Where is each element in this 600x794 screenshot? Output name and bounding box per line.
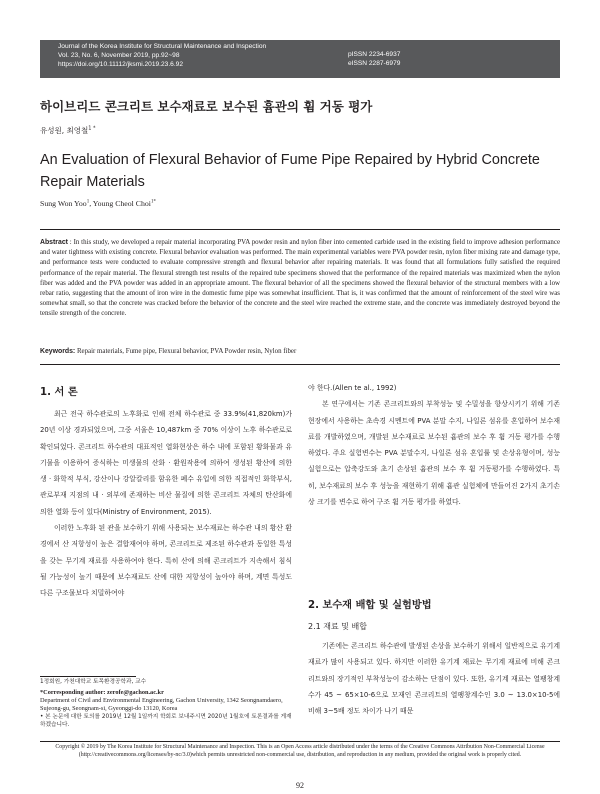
page-number: 92 <box>296 781 304 790</box>
english-authors <box>40 199 156 208</box>
subsection-2-1-heading: 2.1 재료 및 배합 <box>308 622 367 631</box>
abstract-bottom-rule <box>40 364 560 365</box>
doi-link[interactable]: https://doi.org/10.11112/jksmi.2019.23.6.92 <box>58 60 183 68</box>
copyright-rule <box>40 741 560 742</box>
footnote-affiliation: 1정회원, 가천대학교 토목환경공학과, 교수 <box>40 679 147 685</box>
journal-name: Journal of the Korea Institute for Structural Maintenance and Inspection <box>58 43 267 50</box>
abstract-text: : In this study, we developed a repair material incorporating PVA powder resin and nylon fiber into cemented carbide used in the existing field to improve adhesion performance and water tightness with existing concrete. Flexural behavior evaluation was performed. The main experimental variables were PVA powder resin, nylon fiber mixing rate and damage type, and performance tests were conducted to evaluate compressive strength and flexural behavior after repairing materials. It was found that all formulations fully satisfied the required performance of the repair material. The flexural strength test results of the repaired tube specimens showed that the performance of the repaired materials was maximized when the nylon fiber was added and the PVA powder was added in an appropriate amount. The flexural behavior of all the specimens showed the flexural behavior of the structural members with a low rebar ratio, suggesting that the amount of iron wire in the domestic fume pipe was somewhat insufficient. That is, it was confirmed that the amount of reinforcement of the steel wire was somewhat small, so that the concrete was cracked before the behavior of the concrete and the steel wire reached the extreme state, and the concrete was immediately destroyed beyond the tensile strength of the concrete. <box>40 239 560 318</box>
paragraph: 야 한다.(Allen te al., 1992) <box>308 384 397 392</box>
section-1-heading: 1. 서 론 <box>40 387 78 398</box>
journal-header-banner <box>40 40 560 78</box>
subsection-2-1-body <box>308 638 560 719</box>
korean-authors <box>40 125 96 136</box>
abstract-label: Abstract <box>40 239 68 246</box>
footnote-corresponding: *Corresponding author: zerofe@gachon.ac.kr <box>40 688 164 696</box>
paragraph: 기존에는 콘크리트 하수관에 발생된 손상을 보수하기 위해서 일반적으로 유기계 재료가 많이 사용되고 있다. 하지만 이러한 유기계 재료는 무기계 재료에 비해 콘크리트와의 장기적인 부착성능이 감소하는 단점이 있다. 또한, 유기계 재료는 열팽창계수가 45 ~ 65×10-6으로 모재인 콘크리트의 열팽창계수인 3.0 ~ 13.0×10-5에 비해 3~5배 정도 차이가 나기 때문 <box>308 642 560 716</box>
keywords-label: Keywords: <box>40 348 76 355</box>
keywords <box>40 348 560 355</box>
copyright-notice: Copyright © 2019 by The Korea Institute for Structural Maintenance and Inspection. This is an Open Access article distributed under the terms of the Creative Commons Attribution Non-Commercial License (http://creativecommons.org/licenses/by-nc/3.0)which permits unrestricted non-commercial use, distribution, and reproduction in any medium, provided the original work is properly cited. <box>55 744 545 759</box>
footnote-rule <box>40 676 136 677</box>
paragraph: 최근 전국 하수관로의 노후화로 인해 전체 하수관로 중 33.9%(41,820km)가 20년 이상 경과되었으며, 그중 서울은 10,487km 중 70% 이상이 노후 하수관로로 확인되었다. 콘크리트 하수관의 대표적인 열화현상은 하수 내에 포함된 황화물과 유기물을 이용하여 증식하는 미생물의 산화 · 환원작용에 의하여 생성된 황산에 의한 생 · 화학적 부식, 강산이나 강알칼리를 함유한 폐수 유입에 의한 직접적인 화학부식, 관로부재 지점의 내 · 외부에 존재하는 비산 물질에 의한 콘크리트 자체의 탄산화에 의한 열화 등이 있다(Ministry of Environment, 2015). <box>40 410 292 516</box>
paragraph: 본 연구에서는 기존 콘크리트와의 부착성능 및 수밀성을 향상시키기 위해 기존 현장에서 사용하는 초속경 시멘트에 PVA 분말 수지, 나일론 섬유를 혼입하여 보수재료를 개발하였으며, 개발된 보수재료로 보수된 흄관의 보수 후 휨 거동 평가를 수행하였다. 주요 실험변수는 PVA 분말수지, 나일론 섬유 혼입률 및 손상유형이며, 성능 실험으로는 압축강도와 초기 손상된 흄관의 보수 후 휨 거동평가를 수행하였다. 특히, 보수재료의 보수 후 성능을 재현하기 위해 흄관 실험체에 만들어진 2가지 초기손상 크기를 변수로 하여 구조 휨 거동 평가를 하였다. <box>308 400 560 507</box>
left-column <box>40 406 292 602</box>
pissn: pISSN 2234-6937 <box>348 51 401 58</box>
section-2-heading: 2. 보수재 배합 및 실험방법 <box>308 600 432 611</box>
footnote-discussion: • 본 논문에 대한 토의를 2019년 12월 1일까지 학회로 보내주시면 2020년 1월호에 토론결과를 게재하겠습니다. <box>40 714 292 729</box>
author-2: , Young Cheol Choi <box>89 199 151 208</box>
author-1-affiliation: 1 <box>86 199 90 205</box>
author-2-affiliation: 1* <box>150 199 156 205</box>
paragraph: 이러한 노후화 된 관을 보수하기 위해 사용되는 보수재료는 하수관 내의 황산 환경에서 산 저항성이 높은 결합재여야 하며, 콘크리트로 제조된 하수관과 동일한 특성을 갖는 무기계 재료를 사용하여야 한다. 특히 산에 의해 콘크리트가 지속해서 침식될 가능성이 높기 때문에 보수재료도 산에 대한 저항성이 높아야 하며, 계면 특성도 다른 구조물보다 치밀하여야 <box>40 524 292 598</box>
korean-author-affiliation: 1 * <box>88 125 96 132</box>
author-1: Sung Won Yoo <box>40 199 87 208</box>
korean-author-names: 유성원, 최영철 <box>40 126 89 135</box>
korean-title: 하이브리드 콘크리트 보수재료로 보수된 흄관의 휨 거동 평가 <box>40 99 373 114</box>
journal-volume: Vol. 23, No. 6, November 2019, pp.92~98 <box>58 51 180 59</box>
footnote-address: Department of Civil and Environmental Engineering, Gachon University, 1342 Seongnamdaero, Sujeong-gu, Seongnam-si, Gyeonggi-do 13120, Korea <box>40 697 283 713</box>
footnote <box>40 678 292 729</box>
eissn: eISSN 2287-6979 <box>348 59 401 67</box>
right-column <box>308 380 560 510</box>
abstract <box>40 238 560 320</box>
keywords-text: Repair materials, Fume pipe, Flexural behavior, PVA Powder resin, Nylon fiber <box>75 348 297 355</box>
english-title: An Evaluation of Flexural Behavior of Fume Pipe Repaired by Hybrid Concrete Repair Materials <box>40 152 540 190</box>
abstract-top-rule <box>40 229 560 230</box>
